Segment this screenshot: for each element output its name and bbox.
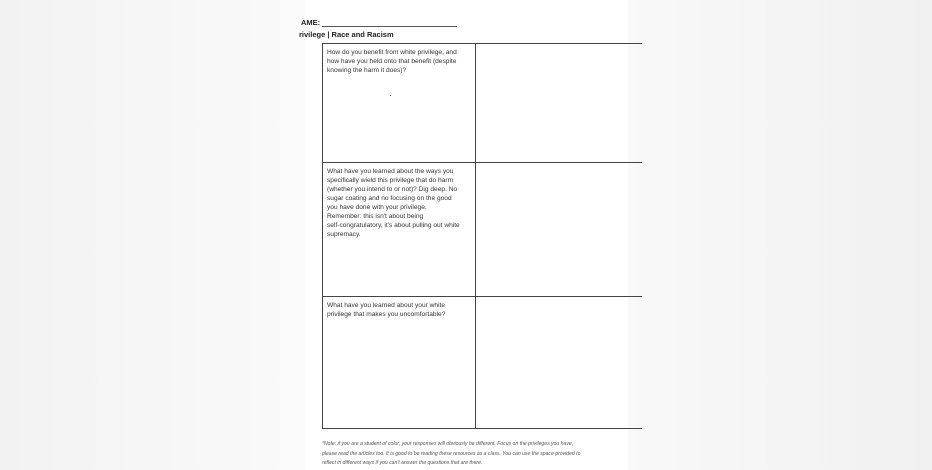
- answer-cell-2[interactable]: [476, 163, 642, 296]
- footnote: [322, 440, 628, 469]
- blurred-background-left: [0, 0, 305, 470]
- question-1-line: knowing the harm it does)?: [327, 67, 407, 74]
- question-2-line: supremacy.: [327, 231, 361, 238]
- question-2-line: Remember: this isn't about being: [327, 213, 424, 220]
- footnote-line: *Note: if you are a student of color, your responses will obviously be different. Focus on the privileges you have,: [322, 441, 574, 447]
- question-3-line: privilege that makes you uncomfortable?: [327, 311, 446, 318]
- question-cell-2: [323, 163, 476, 296]
- answer-cell-1[interactable]: [476, 44, 642, 162]
- worksheet-subtitle: rivilege | Race and Racism: [299, 30, 394, 39]
- question-1-line: How do you benefit from white privilege, and: [327, 49, 457, 56]
- name-label: AME:: [301, 18, 321, 27]
- question-2-line: you have done with your privilege.: [327, 204, 427, 211]
- question-3-line: What have you learned about your white: [327, 302, 446, 309]
- question-2-line: sugar coating and no focusing on the good: [327, 195, 452, 202]
- question-2-line: specifically wield this privilege that do harm: [327, 177, 454, 184]
- question-1-line: how have you held onto that benefit (despite: [327, 58, 457, 65]
- question-row-1: [323, 44, 642, 163]
- name-blank-line: [322, 19, 457, 27]
- question-row-2: [323, 163, 642, 297]
- stray-mark: [390, 95, 391, 96]
- question-2-line: (whether you intend to or not)? Dig deep. No: [327, 186, 458, 193]
- question-cell-3: [323, 297, 476, 429]
- question-2-line: What have you learned about the ways you: [327, 168, 454, 175]
- question-2-line: self-congratulatory, it's about pulling out white: [327, 222, 460, 229]
- footnote-line: please read the articles too. It is good to be reading these resources as a class. You can use the space provided to: [322, 450, 581, 457]
- worksheet-page: [299, 0, 628, 470]
- question-table: [322, 43, 642, 429]
- name-field: [301, 18, 457, 27]
- question-cell-1: [323, 44, 476, 162]
- answer-cell-3[interactable]: [476, 297, 642, 429]
- blurred-background-right: [628, 0, 932, 470]
- question-row-3: [323, 297, 642, 429]
- footnote-line: reflect in different ways if you can't answer the questions that are there.: [322, 460, 483, 467]
